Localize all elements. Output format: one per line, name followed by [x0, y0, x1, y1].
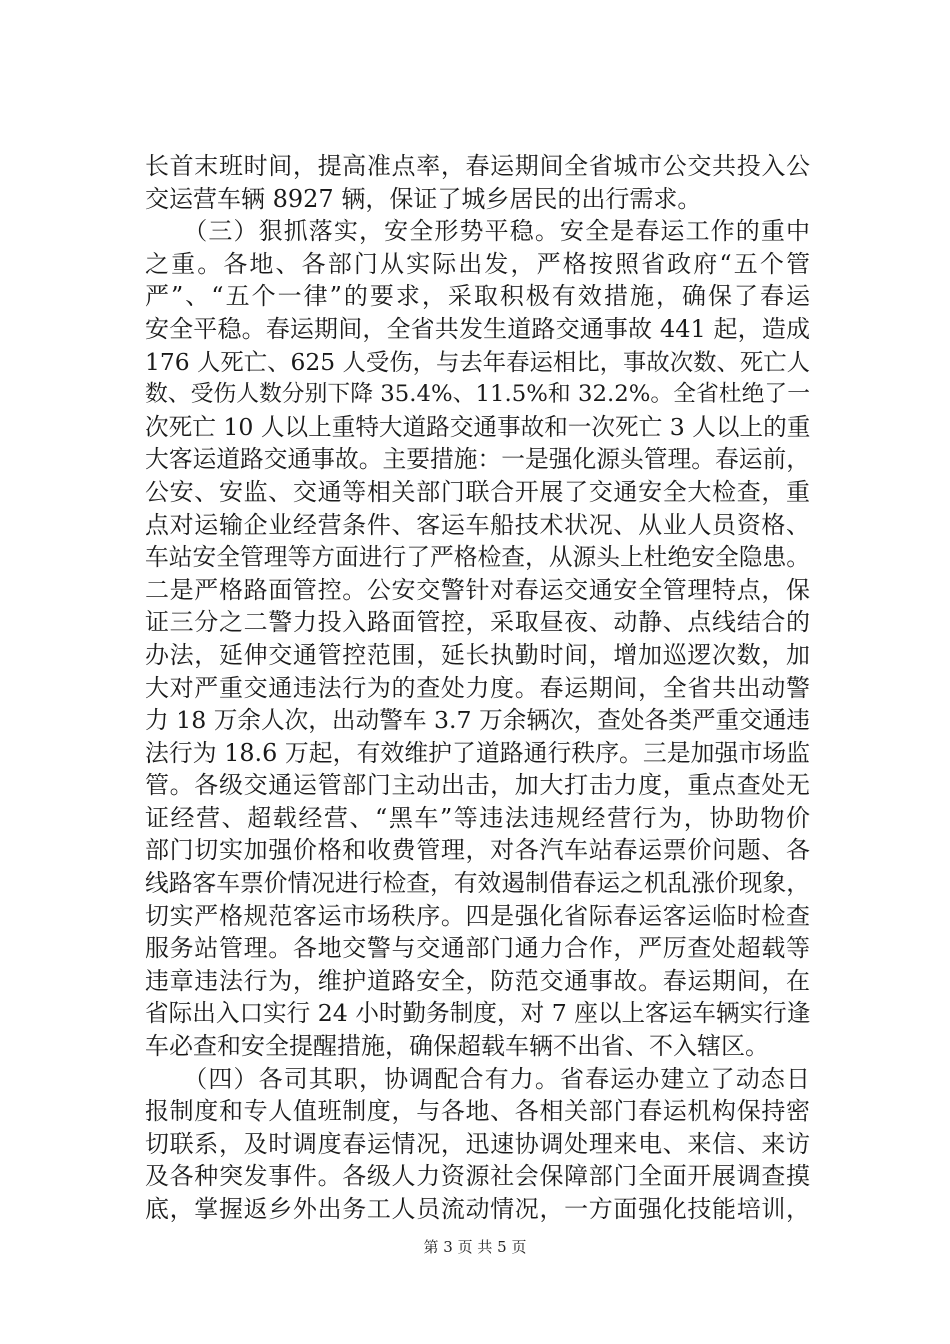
- text-line: 切联系，及时调度春运情况，迅速协调处理来电、来信、来访: [145, 1129, 810, 1158]
- text-line: 数、受伤人数分别下降 35.4%、11.5%和 32.2%。全省杜绝了一: [145, 381, 810, 408]
- text-line: 及各种突发事件。各级人力资源社会保障部门全面开展调查摸: [145, 1162, 810, 1191]
- text-line: 部门切实加强价格和收费管理，对各汽车站春运票价问题、各: [145, 836, 810, 865]
- text-line: （三）狠抓落实，安全形势平稳。安全是春运工作的重中: [145, 217, 810, 246]
- text-line: 点对运输企业经营条件、客运车船技术状况、从业人员资格、: [145, 510, 810, 539]
- text-line: 证经营、超载经营、“黑车”等违法违规经营行为，协助物价: [145, 803, 810, 832]
- text-line: 公安、安监、交通等相关部门联合开展了交通安全大检查，重: [145, 477, 810, 506]
- text-line: 服务站管理。各地交警与交通部门通力合作，严厉查处超载等: [145, 934, 810, 963]
- text-line: 严”、“五个一律”的要求，采取积极有效措施，确保了春运: [145, 282, 810, 311]
- text-line: 长首末班时间，提高准点率，春运期间全省城市公交共投入公: [145, 152, 810, 180]
- text-line: 办法，延伸交通管控范围，延长执勤时间，增加巡逻次数，加: [145, 640, 810, 669]
- text-line: 之重。各地、各部门从实际出发，严格按照省政府“五个管: [145, 249, 810, 278]
- text-line: 车必查和安全提醒措施，确保超载车辆不出省、不入辖区。: [145, 1032, 769, 1061]
- text-line: 176 人死亡、625 人受伤，与去年春运相比，事故次数、死亡人: [145, 347, 810, 376]
- text-line: （四）各司其职，协调配合有力。省春运办建立了动态日: [145, 1064, 810, 1093]
- text-line: 安全平稳。春运期间，全省共发生道路交通事故 441 起，造成: [145, 314, 810, 343]
- text-line: 法行为 18.6 万起，有效维护了道路通行秩序。三是加强市场监: [145, 738, 810, 767]
- text-line: 二是严格路面管控。公安交警针对春运交通安全管理特点，保: [145, 575, 810, 604]
- text-line: 违章违法行为，维护道路安全，防范交通事故。春运期间，在: [145, 966, 810, 995]
- document-body: [145, 150, 810, 1226]
- text-line: 力 18 万余人次，出动警车 3.7 万余辆次，查处各类严重交通违: [145, 706, 810, 735]
- text-line: 次死亡 10 人以上重特大道路交通事故和一次死亡 3 人以上的重: [145, 412, 811, 441]
- text-line: 大客运道路交通事故。主要措施：一是强化源头管理。春运前，: [145, 445, 811, 474]
- text-line: 线路客车票价情况进行检查，有效遏制借春运之机乱涨价现象，: [145, 869, 811, 898]
- text-line: 大对严重交通违法行为的查处力度。春运期间，全省共出动警: [145, 673, 810, 702]
- text-line: 底，掌握返乡外出务工人员流动情况，一方面强化技能培训，: [145, 1195, 810, 1223]
- text-line: 交运营车辆 8927 辆，保证了城乡居民的出行需求。: [145, 184, 702, 213]
- text-line: 管。各级交通运管部门主动出击，加大打击力度，重点查处无: [145, 771, 810, 800]
- text-line: 证三分之二警力投入路面管控，采取昼夜、动静、点线结合的: [145, 608, 810, 637]
- text-line: 切实严格规范客运市场秩序。四是强化省际春运客运临时检查: [145, 901, 810, 930]
- text-line: 报制度和专人值班制度，与各地、各相关部门春运机构保持密: [145, 1097, 810, 1126]
- text-line: 车站安全管理等方面进行了严格检查，从源头上杜绝安全隐患。: [145, 543, 811, 572]
- text-line: 省际出入口实行 24 小时勤务制度，对 7 座以上客运车辆实行逢: [145, 999, 811, 1028]
- page-number-footer: 第 3 页 共 5 页: [423, 1238, 527, 1256]
